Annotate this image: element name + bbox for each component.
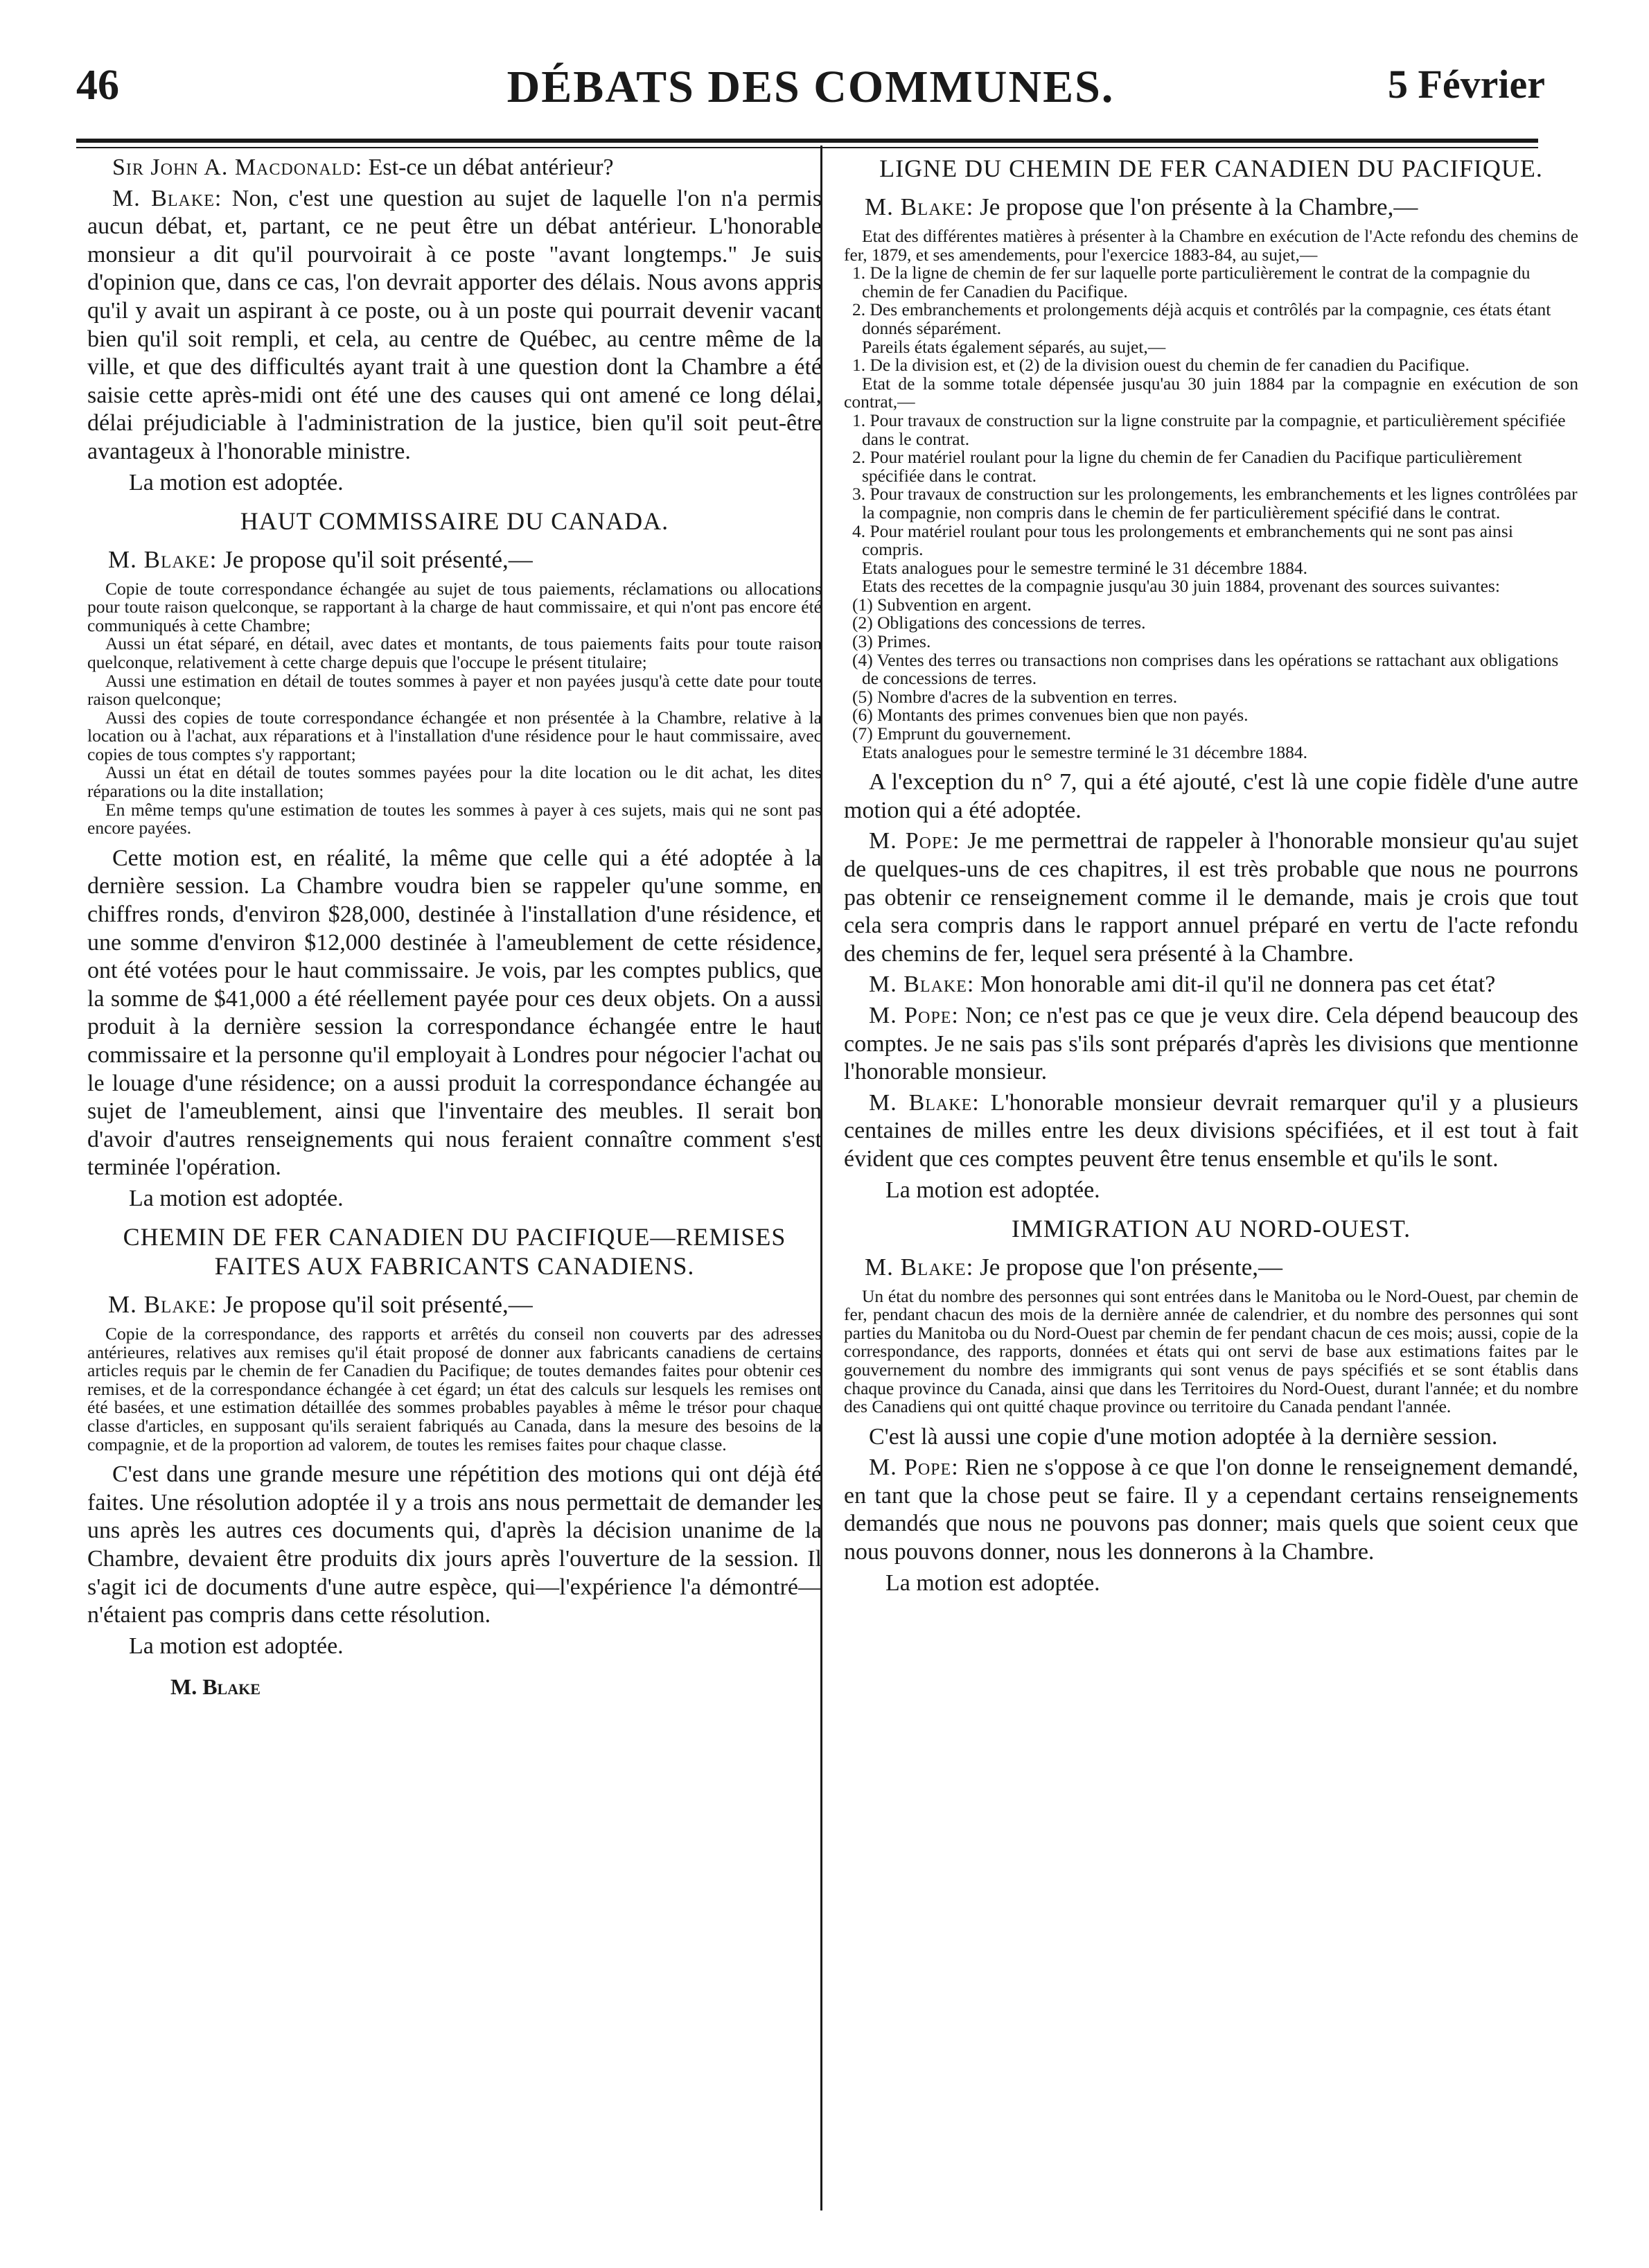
motion-text: Etats des recettes de la compagnie jusqu'au 30 juin 1884, provenant des sources suivantes: — [862, 576, 1500, 597]
motion-adopted: La motion est adoptée. — [129, 1633, 344, 1659]
speech-paragraph: C'est là aussi une copie d'une motion adoptée à la dernière session. — [869, 1423, 1498, 1450]
speech-paragraph: Cette motion est, en réalité, la même que celle qui a été adoptée à la dernière session. La Chambre voudra bien se rappeler qu'une somme, en chiffres ronds, d'environ $28,000, destinée à l'installation d'une résidence, et une somme d'environ $12,000 destinée à l'ameublement de cette résidence, ont été votées pour le haut commissaire. Je vois, par les comptes publics, que la somme de $41,000 a été réellement payée pour ces deux objets. On a aussi produit à la dernière session la correspondance échangée entre le haut commissaire et la personne qu'il employait à Londres pour négocier l'achat ou le louage d'une résidence; on a aussi produit la correspondance échangée au sujet de l'ameublement, ainsi que l'inventaire des meubles. Il serait bon d'avoir d'autres renseignements qui nous feraient connaître comment s'est terminée l'opération. — [87, 845, 822, 1181]
list-item: (2) Obligations des concessions de terres. — [852, 613, 1146, 633]
list-item: 4. Pour matériel roulant pour tous les prolongements et embranchements qui ne sont pas ainsi compris. — [852, 520, 1513, 560]
motion-adopted: La motion est adoptée. — [129, 469, 344, 495]
list-item: 2. Des embranchements et prolongements déjà acquis et contrôlés par la compagnie, ces états étant donnés séparément. — [852, 299, 1551, 338]
motion-adopted: La motion est adoptée. — [129, 1185, 344, 1211]
page-header — [76, 54, 1545, 123]
right-column — [844, 154, 1578, 1604]
motion-text: Copie de toute correspondance échangée au sujet de tous paiements, réclamations ou allocations pour toute raison quelconque, se rapportant à la charge de haut commissaire, et qui n'ont pas encore été communiqués à cette Chambre; — [87, 578, 822, 635]
left-column — [87, 154, 822, 1700]
list-item: (1) Subvention en argent. — [852, 594, 1032, 615]
page-date: 5 Février — [1387, 62, 1545, 107]
motion-proposal: M. Blake: Je propose qu'il soit présenté,— — [108, 545, 533, 573]
section-heading-immigration: IMMIGRATION AU NORD-OUEST. — [1011, 1214, 1411, 1242]
list-item: 1. De la division est, et (2) de la division ouest du chemin de fer canadien du Pacifique. — [852, 355, 1470, 376]
speech-pope: M. Pope: Je me permettrai de rappeler à l'honorable monsieur qu'au sujet de quelques-uns de ces chapitres, il est très probable que nous ne pourrons pas obtenir ce renseignement comme il le demande, mais je crois que tout cela sera compris dans le rapport annuel préparé en vertu de l'acte refondu des chemins de fer, lequel sera présenté à la Chambre. — [844, 828, 1578, 967]
motion-text: Copie de la correspondance, des rapports et arrêtés du conseil non couverts par des adresses antérieures, relatives aux remises qu'il était proposé de donner aux fabricants canadiens de certains articles requis par le chemin de fer Canadien du Pacifique; de toutes demandes faites pour obtenir ces remises, et de la correspondance échangée à cet égard; un état des calculs sur lesquels les remises ont été basées, et une estimation détaillée des sommes probables payables à même le trésor pour chaque classe d'articles, en supposant qu'ils seraient fabriqués au Canada, dans la mesure des besoins de la compagnie, et de la proportion ad valorem, de toutes les remises faites pour chaque classe. — [87, 1323, 822, 1454]
page-title: DÉBATS DES COMMUNES. — [506, 62, 1115, 112]
motion-text: Un état du nombre des personnes qui sont entrées dans le Manitoba ou le Nord-Ouest, par chemin de fer, pendant chacun des mois de la dernière année de calendrier, et du nombre des personnes qui sont parties du Manitoba ou du Nord-Ouest par chemin de fer pendant chacun de ces mois; aussi, copie de la correspondance, des rapports, données et états qui ont servi de base aux estimations faites par le gouvernement du nombre des immigrants qui sont venus de pays spécifiés et se sont établis dans chaque province du Canada, ainsi que dans les Territoires du Nord-Ouest, durant l'année; et du nombre des Canadiens qui ont quitté chaque province ou territoire du Canada pendant l'année. — [844, 1285, 1578, 1417]
motion-proposal: M. Blake: Je propose qu'il soit présenté,— — [108, 1290, 533, 1318]
list-item: (6) Montants des primes convenues bien que non payés. — [852, 705, 1249, 726]
header-rule-thin — [76, 147, 1538, 148]
speech-blake: M. Blake: L'honorable monsieur devrait remarquer qu'il y a plusieurs centaines de milles entre les deux divisions spécifiées, et il est tout à fait évident que ces comptes peuvent être tenus ensemble et qu'ils le sont. — [844, 1089, 1579, 1172]
motion-adopted: La motion est adoptée. — [885, 1177, 1100, 1203]
catchword: M. Blake — [170, 1673, 261, 1699]
list-item: (4) Ventes des terres ou transactions non comprises dans les opérations se rattachant aux obligations de concessions de terres. — [852, 649, 1559, 689]
motion-proposal: M. Blake: Je propose que l'on présente à la Chambre,— — [865, 193, 1418, 220]
speech-macdonald: Sir John A. Macdonald: Est-ce un débat antérieur? — [112, 155, 614, 180]
motion-text: Pareils états également séparés, au sujet,— — [862, 336, 1166, 357]
motion-text: Etats analogues pour le semestre terminé le 31 décembre 1884. — [862, 741, 1307, 762]
list-item: (5) Nombre d'acres de la subvention en terres. — [852, 686, 1178, 707]
motion-proposal: M. Blake: Je propose que l'on présente,— — [865, 1253, 1282, 1281]
list-item: 2. Pour matériel roulant pour la ligne du chemin de fer Canadien du Pacifique particulièrement spécifiée dans le contrat. — [852, 447, 1522, 486]
motion-adopted: La motion est adoptée. — [885, 1570, 1100, 1596]
motion-text: Aussi un état en détail de toutes sommes payées pour la dite location ou le dit achat, les dites réparations ou la dite installation; — [87, 762, 822, 802]
page-number: 46 — [76, 62, 119, 109]
motion-text: Etat de la somme totale dépensée jusqu'au 30 juin 1884 par la compagnie en exécution de son contrat,— — [844, 373, 1578, 412]
section-heading-haut-commissaire: HAUT COMMISSAIRE DU CANADA. — [240, 507, 669, 535]
speaker-name: M. Blake: — [112, 185, 222, 211]
motion-text: En même temps qu'une estimation de toutes les sommes à payer à ces sujets, mais qui ne sont pas encore payées. — [87, 799, 822, 838]
header-rule — [76, 139, 1538, 143]
section-heading-remises: CHEMIN DE FER CANADIEN DU PACIFIQUE—REMISES FAITES AUX FABRICANTS CANADIENS. — [123, 1222, 786, 1280]
motion-text: Etat des différentes matières à présenter à la Chambre en exécution de l'Acte refondu des chemins de fer, 1879, et ses amendements, pour l'exercice 1883-84, au sujet,— — [844, 226, 1578, 265]
speech-blake: M. Blake: Mon honorable ami dit-il qu'il ne donnera pas cet état? — [869, 972, 1496, 998]
speech-pope: M. Pope: Rien ne s'oppose à ce que l'on donne le renseignement demandé, en tant que la chose peut se faire. Il y a cependant certains renseignements demandés que nous ne pouvons pas donner; mais quels que soient ceux que nous pouvons donner, nous les donnerons à la Chambre. — [844, 1454, 1578, 1565]
list-item: (3) Primes. — [852, 631, 931, 652]
list-item: 1. De la ligne de chemin de fer sur laquelle porte particulièrement le contrat de la compagnie du chemin de fer Canadien du Pacifique. — [852, 263, 1531, 301]
speech-blake: M. Blake: Non, c'est une question au sujet de laquelle l'on n'a permis aucun débat, et, partant, ce ne peut être un débat antérieur. L'honorable monsieur a dit qu'il pourvoirait à ce poste "avant longtemps." Je suis d'opinion que, dans ce cas, l'on devrait apporter des délais. Nous avons appris qu'il y avait un aspirant à ce poste, ou à un poste qui pourrait devenir vacant bien qu'il soit rempli, et cela, au centre de Québec, au centre même de la ville, et que des difficultés ayant trait à une question dont la Chambre a été saisie cette après-midi ont été une des causes qui ont amené ce long délai, délai préjudiciable à l'administration de la justice, bien qu'il soit peut-être avantageux à l'honorable ministre. — [87, 185, 822, 464]
motion-text: Aussi un état séparé, en détail, avec dates et montants, de tous paiements faits pour toute raison quelconque, relativement à cette charge depuis que l'occupe le présent titulaire; — [87, 633, 822, 672]
motion-text: Aussi des copies de toute correspondance échangée et non présentée à la Chambre, relative à la location ou à l'achat, aux réparations et à l'installation d'une résidence pour le haut commissaire, avec copies de tous comptes s'y rapportant; — [87, 707, 822, 764]
motion-text: Etats analogues pour le semestre terminé le 31 décembre 1884. — [862, 557, 1307, 578]
speech-pope: M. Pope: Non; ce n'est pas ce que je veux dire. Cela dépend beaucoup des comptes. Je ne sais pas s'ils sont préparés d'après les divisions que mentionne l'honorable monsieur. — [844, 1002, 1578, 1085]
speech-paragraph: C'est dans une grande mesure une répétition des motions qui ont déjà été faites. Une résolution adoptée il y a trois ans nous permettait de demander les uns après les autres ces documents qui, d'après la décision unanime de la Chambre, devaient être produits dix jours après l'ouverture de la session. Il s'agit ici de documents d'une autre espèce, qui—l'expérience l'a démontré—n'étaient pas compris dans cette résolution. — [87, 1461, 822, 1628]
list-item: (7) Emprunt du gouvernement. — [852, 723, 1071, 744]
motion-text: Aussi une estimation en détail de toutes sommes à payer et non payées jusqu'à cette date pour toute raison quelconque; — [87, 670, 822, 710]
speaker-name: Sir John A. Macdonald: — [112, 155, 363, 180]
speech-paragraph: A l'exception du n° 7, qui a été ajouté, c'est là une copie fidèle d'une autre motion qui a été adoptée. — [844, 769, 1578, 823]
list-item: 3. Pour travaux de construction sur les prolongements, les embranchements et les lignes contrôlées par la compagnie, non compris dans le chemin de fer particulièrement spécifié dans le contrat. — [852, 484, 1578, 522]
list-item: 1. Pour travaux de construction sur la ligne construite par la compagnie, et particulièrement spécifiée dans le contrat. — [852, 410, 1566, 449]
section-heading-ligne-pacifique: LIGNE DU CHEMIN DE FER CANADIEN DU PACIFIQUE. — [879, 155, 1543, 182]
